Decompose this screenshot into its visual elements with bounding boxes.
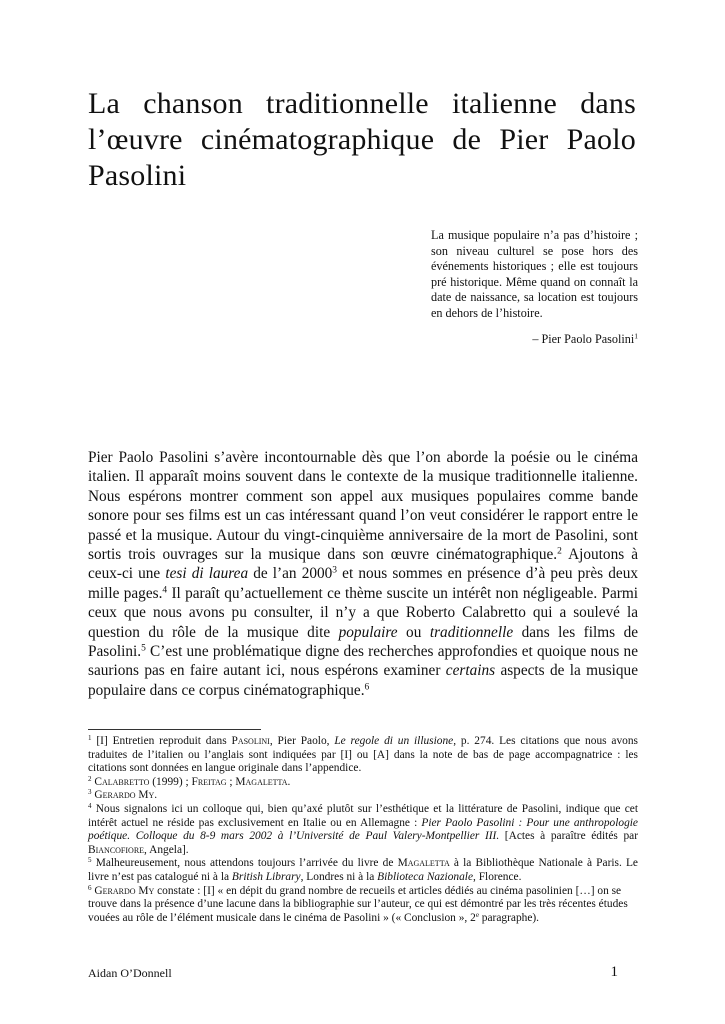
text-run: dans les films de Pasolini. [88, 623, 639, 661]
text-run: Malheureusement, nous attendons toujours l’arrivée du livre de [91, 857, 398, 870]
footer-author: Aidan O’Donnell [88, 966, 172, 980]
text-run: à la Bibliothèque Nationale à Paris. Le livre n’est pas catalogué ni à la [88, 857, 638, 883]
italic-text: British Library [231, 870, 301, 883]
footnote-1 [88, 735, 638, 776]
footnote-6 [88, 885, 638, 926]
footnote-5 [88, 857, 638, 884]
paragraph [88, 448, 638, 700]
small-caps-name: Pasolini [231, 735, 270, 747]
small-caps-name: Gerardo My [94, 789, 155, 802]
small-caps-name: Calabretto [94, 775, 150, 788]
text-run: , Angela]. [144, 843, 189, 856]
text-run: aspects de la musique populaire dans ce corpus cinématographique. [88, 662, 638, 699]
footnote-number: 5 [88, 856, 92, 865]
text-run: [Actes à paraître édités par [499, 830, 638, 843]
footnote-ref[interactable]: 2 [557, 546, 562, 557]
footnote-ref[interactable]: 5 [141, 643, 146, 654]
text-run: Pier Paolo Pasolini s’avère incontournable dès que l’on aborde la poésie ou le cinéma italien. Il apparaît moins souvent dans le contexte de la musique traditionnelle italienne. Nous espérons montrer comment son appel aux musiques populaires comme bande sonore pour ses films est un cas intéressant quand l’on veut considérer le rapport entre le passé et la musique. Autour du vingt-cinquième anniversaire de la mort de Pasolini, sont sortis trois ouvrages sur la musique dans son œuvre cinématographique. [88, 449, 638, 564]
epigraph [431, 228, 638, 347]
text-run: C’est une problématique digne des recherches approfondies et quoique nous ne saurions pas en faire autant ici, nous espérons examiner [88, 643, 638, 680]
footnotes [88, 735, 638, 925]
footnote-number: 3 [88, 788, 92, 797]
text-run: , p. 274. Les citations que nous avons traduites de l’italien ou l’anglais sont indiquées par [I] ou [A] dans la note de bas de page accompagnatrice : les citations sont données en langue originale dans l’appendice. [88, 735, 638, 775]
text-run: constate : [I] « en dépit du grand nombre de recueils et articles dédiés au cinéma pasolinien […] on se trouve dans la présence d’une lacune dans la bibliographie sur l’auteur, ce qui est démontré par les très récentes études vouées au rôle de l’élément musicale dans le cinéma de Pasolini » (« Conclusion », 2 [88, 884, 628, 924]
footnote-ref[interactable]: 3 [332, 565, 338, 576]
page-number: 1 [610, 964, 618, 980]
footnote-2 [88, 776, 638, 790]
footnote-number: 4 [88, 801, 92, 810]
superscript: e [475, 910, 479, 919]
text-run: Ajoutons à ceux-ci une [88, 546, 639, 583]
small-caps-name: Biancofiore [88, 843, 145, 856]
text-run: (1999) ; [149, 775, 192, 788]
text-run: Il paraît qu’actuellement ce thème suscite un intérêt non négligeable. Parmi ceux que nous avons pu consulter, il n’y a que Roberto Calabretto qui a soulevé la question du rôle de la musique dite [88, 584, 638, 641]
italic-text: tesi di laurea [165, 565, 249, 583]
text-run: paragraphe). [478, 911, 540, 924]
footnote-number: 2 [88, 774, 92, 783]
footnote-ref[interactable]: 6 [364, 682, 370, 693]
italic-text: populaire [338, 623, 398, 641]
footnote-separator [88, 729, 261, 730]
epigraph-attribution [431, 332, 638, 348]
footnote-3 [88, 789, 638, 803]
text-run: , Londres ni à la [300, 870, 378, 883]
italic-text: certains [445, 662, 496, 680]
epigraph-quote: La musique populaire n’a pas d’histoire ; son niveau culturel se pose hors des événements historiques ; elle est toujours pré historique. Même quand on connaît la date de naissance, sa location est toujours en dehors de l’histoire. [431, 228, 638, 320]
footnote-ref[interactable]: 1 [634, 331, 638, 341]
small-caps-name: Magaletta [235, 775, 288, 788]
italic-text: traditionnelle [429, 623, 514, 641]
text-run: et nous sommes en présence d’à peu près deux mille pages. [88, 565, 638, 602]
text-run: ; [226, 775, 236, 788]
body-paragraph [88, 448, 638, 700]
small-caps-name: Gerardo My [94, 884, 155, 897]
text-run: . [154, 789, 158, 802]
italic-text: Pier Paolo Pasolini : Pour une anthropologie poétique. Colloque du 8-9 mars 2002 à l’Université de Paul Valery-Montpellier III. [88, 816, 638, 843]
text-run: Nous signalons ici un colloque qui, bien qu’axé plutôt sur l’esthétique et la littérature de Pasolini, indique que cet intérêt actuel ne réside pas exclusivement en Italie ou en Allemagne : [88, 802, 638, 829]
text-run: de l’an 2000 [248, 565, 333, 583]
text-run: , Pier Paolo, [269, 735, 335, 747]
text-run: , Florence. [473, 870, 522, 883]
text-run: ou [397, 623, 430, 641]
text-run: [I] Entretien reproduit dans [91, 735, 232, 747]
footnote-4 [88, 803, 638, 857]
document-title: La chanson traditionnelle italienne dans l’œuvre cinématographique de Pier Paolo Pasolini [88, 87, 636, 192]
text-run: . [287, 775, 291, 788]
footnote-number: 6 [88, 883, 92, 892]
footnote-ref[interactable]: 4 [162, 585, 168, 596]
attribution-text: – Pier Paolo Pasolini [532, 331, 635, 346]
italic-text: Le regole di un illusione [334, 735, 454, 747]
small-caps-name: Freitag [191, 775, 227, 788]
small-caps-name: Magaletta [397, 857, 450, 870]
italic-text: Biblioteca Nazionale [377, 870, 474, 883]
footnote-number: 1 [88, 733, 92, 742]
